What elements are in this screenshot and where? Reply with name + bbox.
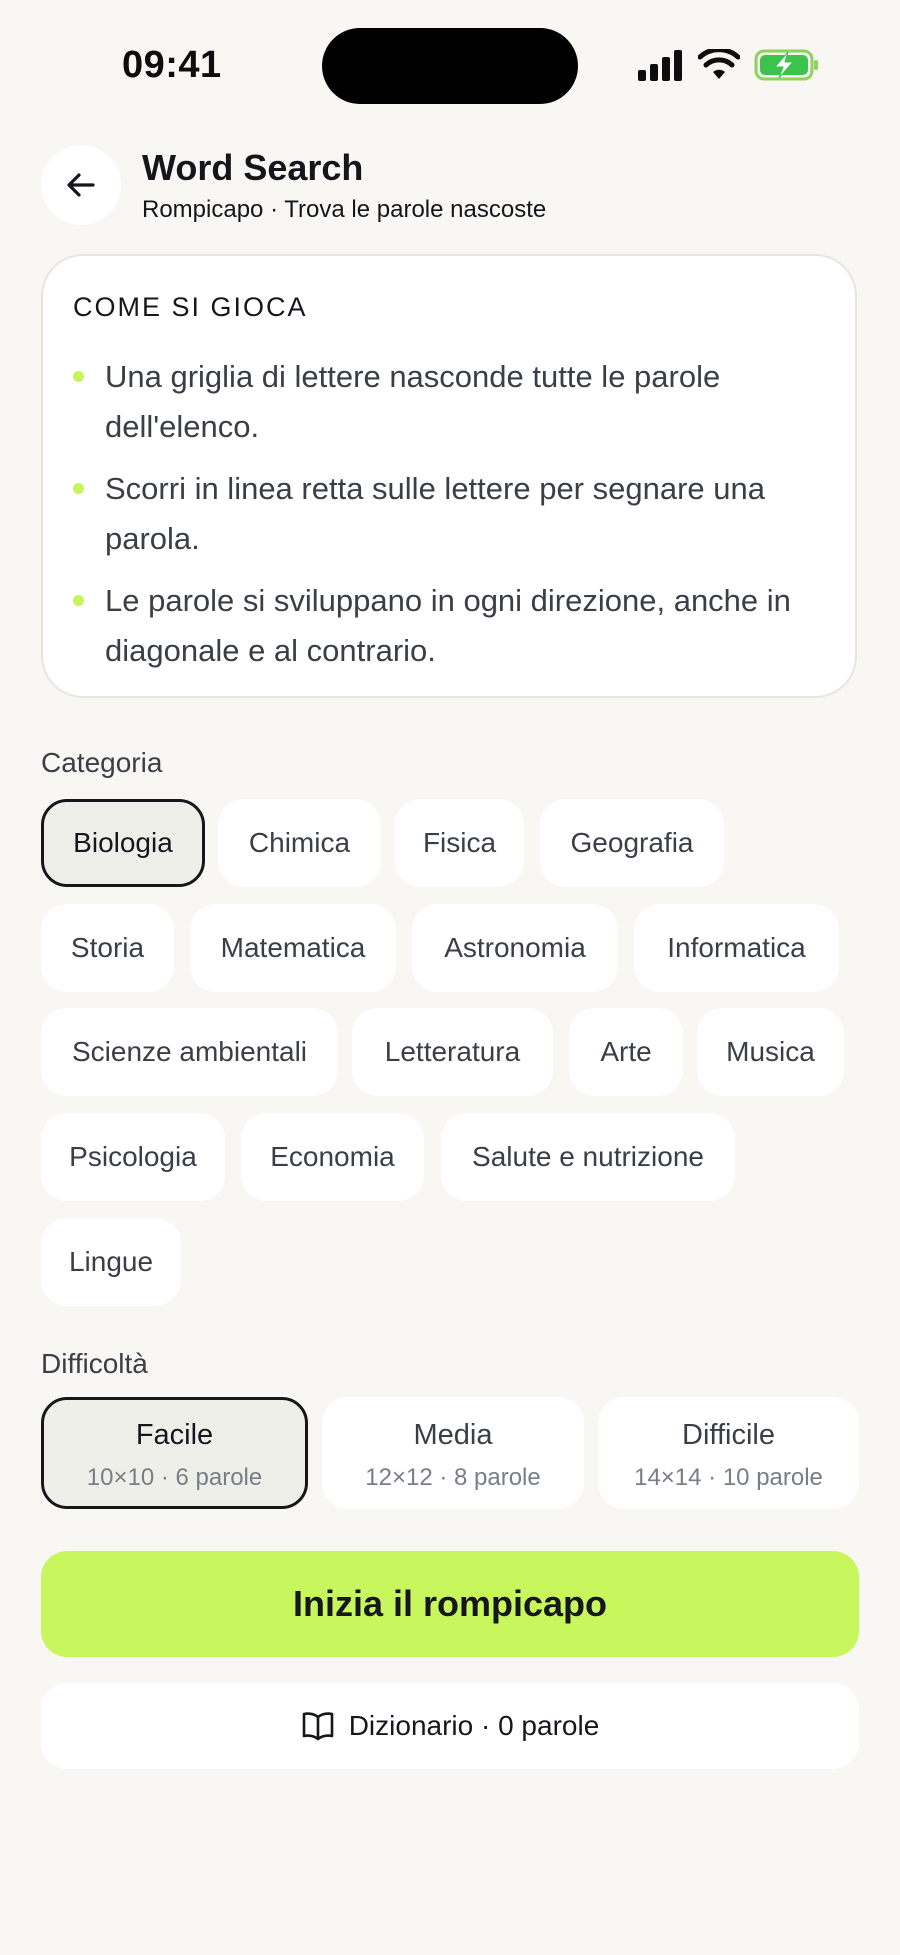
category-chip-lingue[interactable]: Lingue: [41, 1218, 181, 1306]
category-chip-salute-e-nutrizione[interactable]: Salute e nutrizione: [441, 1113, 735, 1201]
difficulty-option-media[interactable]: [322, 1397, 584, 1509]
bullet-dot-icon: [73, 483, 84, 494]
category-label: Categoria: [41, 747, 163, 778]
bullet-dot-icon: [73, 595, 84, 606]
difficulty-meta: 12×12 · 8 parole: [365, 1464, 541, 1491]
how-to-play-list: [73, 352, 843, 688]
dictionary-button[interactable]: [41, 1683, 859, 1769]
arrow-left-icon: [64, 168, 98, 202]
how-to-play-item: [73, 464, 843, 564]
cellular-signal-icon: [638, 50, 684, 82]
how-to-play-item-text: Una griglia di lettere nasconde tutte le parole dell'elenco.: [105, 359, 721, 444]
start-puzzle-button[interactable]: Inizia il rompicapo: [41, 1551, 859, 1657]
how-to-play-item-text: Le parole si sviluppano in ogni direzione, anche in diagonale e al contrario.: [105, 583, 791, 668]
difficulty-label: Difficoltà: [41, 1348, 148, 1379]
back-button[interactable]: [41, 145, 121, 225]
book-open-icon: [301, 1711, 335, 1741]
category-chip-storia[interactable]: Storia: [41, 904, 174, 992]
battery-charging-icon: [754, 49, 820, 81]
page-subtitle: Rompicapo · Trova le parole nascoste: [142, 196, 547, 223]
dynamic-island: [322, 28, 578, 104]
category-chip-informatica[interactable]: Informatica: [634, 904, 839, 992]
status-time: 09:41: [122, 44, 222, 86]
category-chip-arte[interactable]: Arte: [569, 1008, 683, 1096]
category-chip-musica[interactable]: Musica: [697, 1008, 844, 1096]
difficulty-name: Media: [413, 1419, 493, 1451]
how-to-play-card: [41, 254, 857, 698]
category-chip-economia[interactable]: Economia: [241, 1113, 424, 1201]
difficulty-name: Facile: [135, 1419, 214, 1451]
difficulty-option-difficile[interactable]: [598, 1397, 859, 1509]
difficulty-meta: 10×10 · 6 parole: [86, 1464, 263, 1491]
category-chip-matematica[interactable]: Matematica: [190, 904, 396, 992]
category-chip-chimica[interactable]: Chimica: [218, 799, 381, 887]
dictionary-label: Dizionario · 0 parole: [348, 1710, 600, 1741]
category-chip-astronomia[interactable]: Astronomia: [412, 904, 618, 992]
category-chip-scienze-ambientali[interactable]: Scienze ambientali: [41, 1008, 338, 1096]
category-chip-geografia[interactable]: Geografia: [540, 799, 724, 887]
how-to-play-item: [73, 576, 843, 676]
difficulty-name: Difficile: [682, 1419, 775, 1451]
how-to-play-title: COME SI GIOCA: [73, 292, 308, 322]
category-chip-fisica[interactable]: Fisica: [395, 799, 524, 887]
category-chip-letteratura[interactable]: Letteratura: [352, 1008, 553, 1096]
how-to-play-item-text: Scorri in linea retta sulle lettere per segnare una parola.: [105, 471, 765, 556]
how-to-play-item: [73, 352, 843, 452]
category-chip-psicologia[interactable]: Psicologia: [41, 1113, 225, 1201]
difficulty-option-facile[interactable]: [41, 1397, 308, 1509]
category-chip-biologia[interactable]: Biologia: [41, 799, 205, 887]
wifi-icon: [698, 49, 740, 81]
difficulty-meta: 14×14 · 10 parole: [634, 1464, 823, 1491]
bullet-dot-icon: [73, 371, 84, 382]
page-title: Word Search: [142, 147, 364, 188]
status-bar: [0, 0, 900, 130]
